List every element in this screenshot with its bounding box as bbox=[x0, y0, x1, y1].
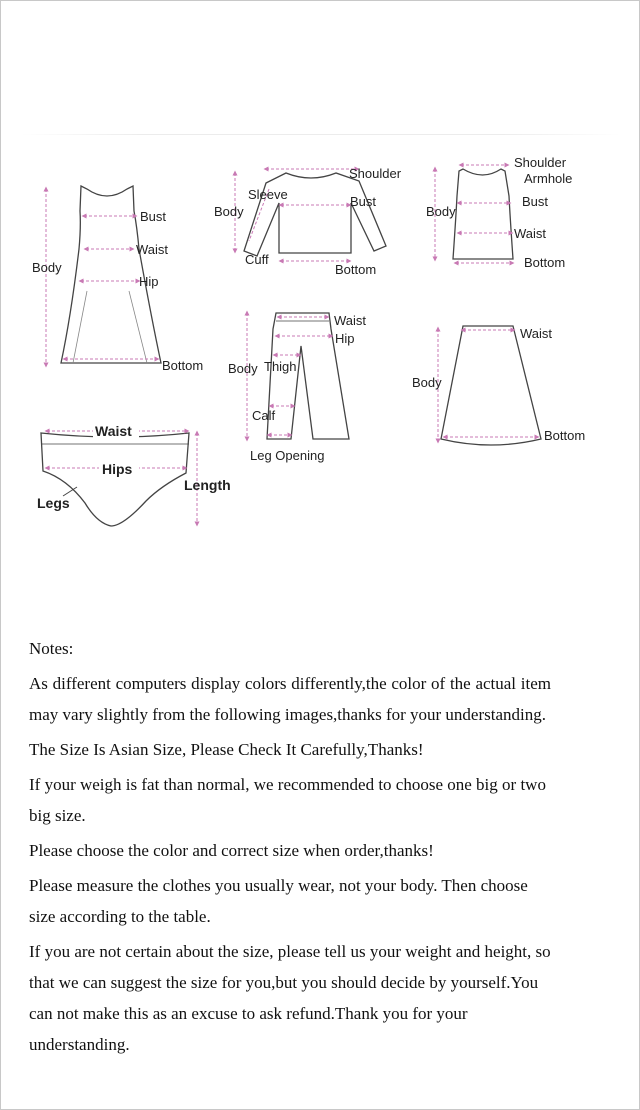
sweater-sleeve-label: Sleeve bbox=[248, 187, 288, 202]
briefs-waist-label: Waist bbox=[95, 423, 132, 439]
dress-bottom-label: Bottom bbox=[162, 358, 204, 373]
sweater-bust-label: Bust bbox=[350, 194, 377, 209]
briefs-length-label: Length bbox=[184, 477, 231, 493]
pants-waist-label: Waist bbox=[334, 313, 367, 328]
pants-thigh-label: Thigh bbox=[264, 359, 297, 374]
tank-waist-label: Waist bbox=[514, 226, 547, 241]
sweater-outline bbox=[244, 173, 386, 256]
skirt-bottom-label: Bottom bbox=[544, 428, 586, 443]
sweater-body-label: Body bbox=[214, 204, 244, 219]
note-choose-color-size: Please choose the color and correct size when order,thanks! bbox=[29, 841, 434, 860]
pants-leg-opening-label: Leg Opening bbox=[250, 448, 325, 463]
divider-line bbox=[21, 134, 621, 135]
measurement-diagrams bbox=[1, 141, 640, 541]
tank-body-label: Body bbox=[426, 204, 456, 219]
note-size-help: If you are not certain about the size, please tell us your weight and height, so that we can suggest the size for you,but you should decide by yourself.You can not make this as an excuse to ask refund.Thank you for your understanding. bbox=[29, 942, 551, 1054]
dress-body-label: Body bbox=[32, 260, 62, 275]
skirt-diagram bbox=[412, 326, 585, 445]
note-measure-clothes: Please measure the clothes you usually wear, not your body. Then choose size according to the table. bbox=[29, 876, 528, 926]
skirt-waist-label: Waist bbox=[520, 326, 553, 341]
briefs-diagram bbox=[37, 422, 231, 526]
briefs-hips-label: Hips bbox=[102, 461, 133, 477]
dress-waist-label: Waist bbox=[136, 242, 169, 257]
dress-bust-label: Bust bbox=[140, 209, 167, 224]
tank-bottom-label: Bottom bbox=[524, 255, 566, 270]
tank-armhole-label: Armhole bbox=[524, 171, 573, 186]
briefs-legs-label: Legs bbox=[37, 495, 70, 511]
pants-body-label: Body bbox=[228, 361, 258, 376]
skirt-outline bbox=[441, 326, 541, 445]
dress-hip-label: Hip bbox=[139, 274, 159, 289]
sweater-shoulder-label: Shoulder bbox=[349, 166, 402, 181]
note-big-size: If your weigh is fat than normal, we recommended to choose one big or two big size. bbox=[29, 775, 546, 825]
sweater-bottom-label: Bottom bbox=[335, 262, 377, 277]
pants-calf-label: Calf bbox=[252, 408, 276, 423]
notes-heading: Notes: bbox=[29, 639, 74, 658]
skirt-body-label: Body bbox=[412, 375, 442, 390]
tank-shoulder-label: Shoulder bbox=[514, 155, 567, 170]
sweater-diagram bbox=[214, 166, 402, 277]
dress-diagram bbox=[32, 186, 203, 373]
tank-diagram bbox=[426, 155, 572, 270]
notes-section bbox=[29, 633, 551, 1064]
briefs-outline bbox=[41, 433, 189, 526]
tank-outline bbox=[453, 169, 513, 259]
pants-diagram bbox=[228, 313, 366, 463]
sweater-cuff-label: Cuff bbox=[245, 252, 269, 267]
note-asian-size: The Size Is Asian Size, Please Check It Carefully,Thanks! bbox=[29, 740, 424, 759]
pants-hip-label: Hip bbox=[335, 331, 355, 346]
tank-bust-label: Bust bbox=[522, 194, 549, 209]
note-color-difference: As different computers display colors differently,the color of the actual item may vary slightly from the following images,thanks for your understanding. bbox=[29, 674, 551, 724]
